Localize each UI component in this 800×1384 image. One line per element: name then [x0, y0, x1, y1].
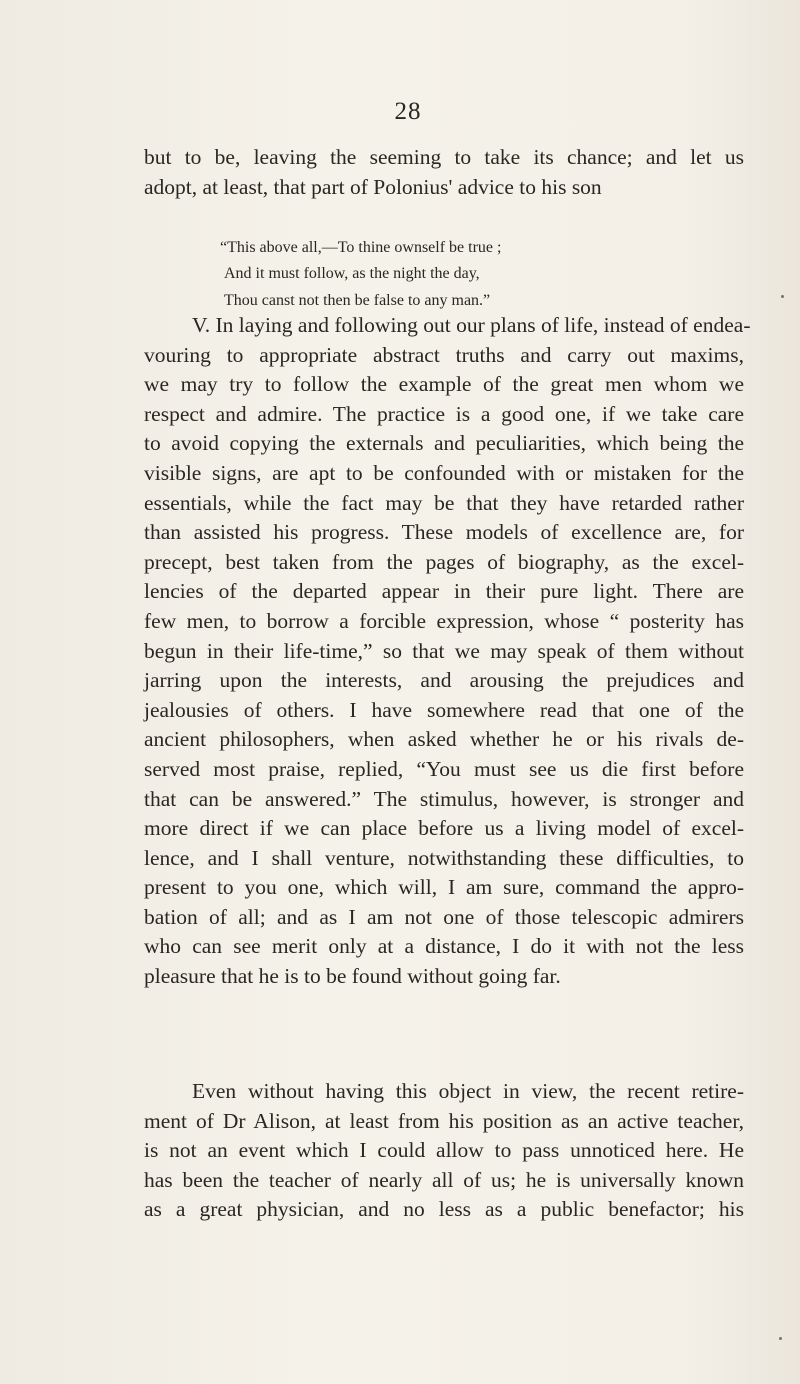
text-line: jarring upon the interests, and arousing the prejudices and: [144, 668, 744, 693]
text-line: present to you one, which will, I am sure, command the appro-: [144, 875, 744, 900]
text-line: has been the teacher of nearly all of us; he is universally known: [144, 1167, 744, 1192]
lead-paragraph: [144, 143, 744, 202]
section-v-paragraph: [144, 311, 751, 992]
text-line: who can see merit only at a distance, I do it with not the less: [144, 934, 744, 959]
text-line: lencies of the departed appear in their pure light. There are: [144, 579, 744, 604]
text-line: served most praise, replied, “You must see us die first before: [144, 756, 744, 781]
text-line: as a great physician, and no less as a public benefactor; his: [144, 1197, 744, 1222]
text-line: vouring to appropriate abstract truths and carry out maxims,: [144, 342, 744, 367]
text-line: begun in their life-time,” so that we may speak of them without: [144, 638, 744, 663]
text-line: lence, and I shall venture, notwithstanding these difficulties, to: [144, 845, 744, 870]
text-line: that can be answered.” The stimulus, however, is stronger and: [144, 786, 744, 811]
text-line: precept, best taken from the pages of biography, as the excel-: [144, 549, 744, 574]
text-line: more direct if we can place before us a living model of excel-: [144, 816, 744, 841]
text-line: but to be, leaving the seeming to take its chance; and let us: [144, 145, 744, 169]
page-number: 28: [394, 98, 422, 125]
quote-line: Thou canst not then be false to any man.”: [224, 291, 491, 309]
text-line: respect and admire. The practice is a good one, if we take care: [144, 401, 744, 426]
text-line: pleasure that he is to be found without going far.: [144, 964, 561, 989]
text-line: Even without having this object in view, the recent retire-: [192, 1079, 744, 1103]
quote-line: And it must follow, as the night the day,: [224, 265, 480, 283]
text-line: is not an event which I could allow to pass unnoticed here. He: [144, 1138, 744, 1163]
dr-alison-paragraph: [144, 1077, 744, 1225]
text-line: bation of all; and as I am not one of those telescopic admirers: [144, 904, 744, 929]
paper-speck: [779, 1337, 782, 1340]
text-line: ancient philosophers, when asked whether he or his rivals de-: [144, 727, 744, 752]
text-line: jealousies of others. I have somewhere read that one of the: [144, 697, 744, 722]
text-line: adopt, at least, that part of Polonius' advice to his son: [144, 174, 602, 199]
text-line: V. In laying and following out our plans of life, instead of endea-: [192, 313, 751, 337]
text-line: essentials, while the fact may be that they have retarded rather: [144, 490, 744, 515]
quotation-block: [220, 235, 501, 314]
text-line: to avoid copying the externals and peculiarities, which being the: [144, 431, 744, 456]
text-line: visible signs, are apt to be confounded with or mistaken for the: [144, 460, 744, 485]
quote-line: “This above all,—To thine ownself be true ;: [220, 239, 502, 256]
text-line: few men, to borrow a forcible expression, whose “ posterity has: [144, 608, 744, 633]
paper-speck: [781, 295, 784, 298]
text-line: we may try to follow the example of the great men whom we: [144, 372, 744, 397]
text-line: ment of Dr Alison, at least from his position as an active teacher,: [144, 1108, 744, 1133]
text-line: than assisted his progress. These models of excellence are, for: [144, 520, 744, 545]
